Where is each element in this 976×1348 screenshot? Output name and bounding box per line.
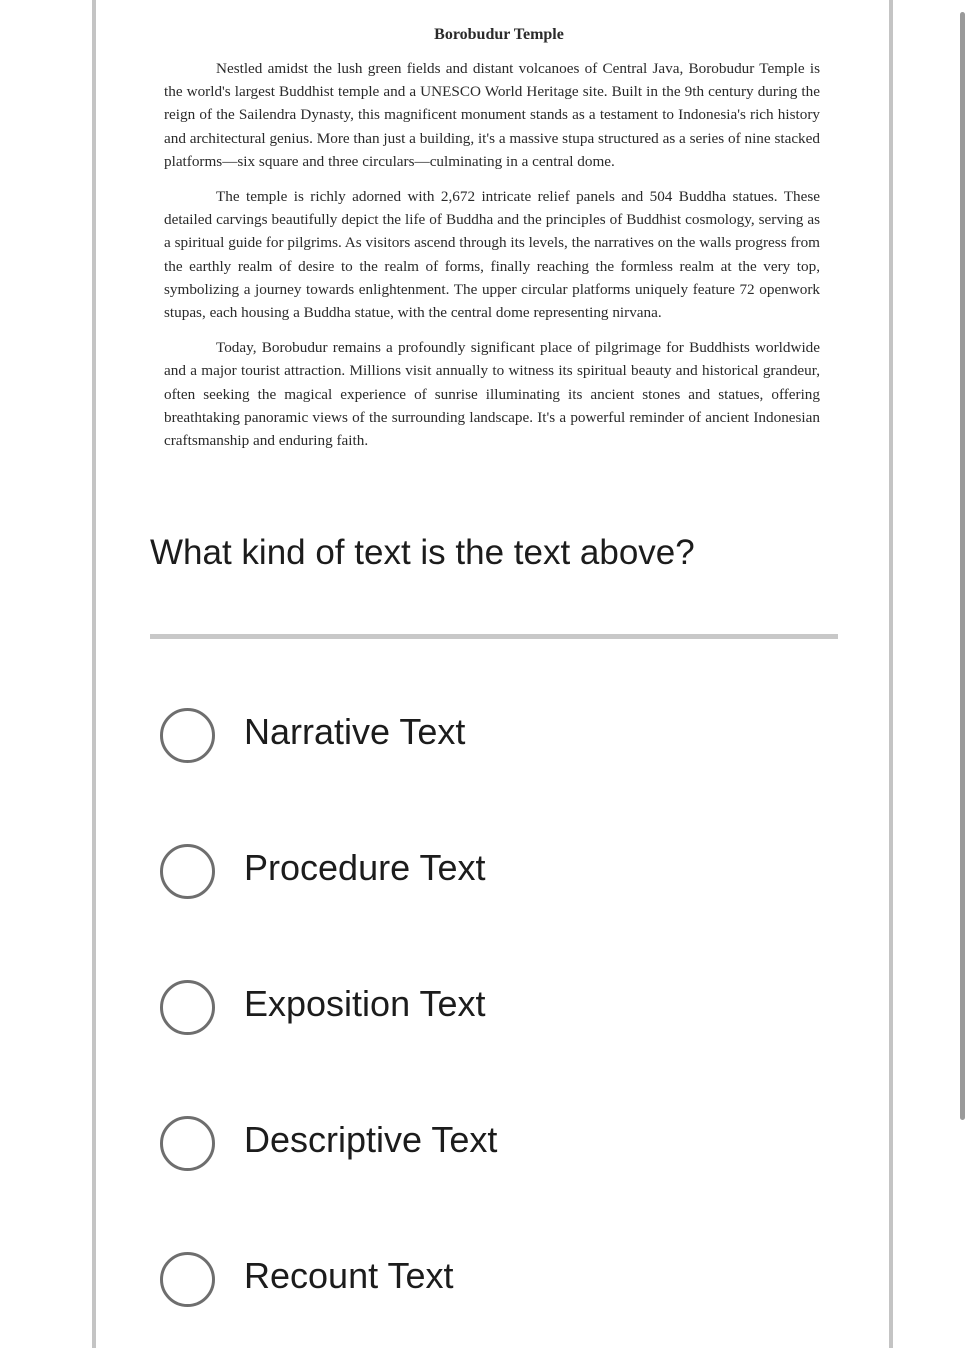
radio-circle-icon[interactable] <box>160 708 215 763</box>
right-frame-border <box>889 0 893 1348</box>
radio-circle-icon[interactable] <box>160 980 215 1035</box>
option-label: Narrative Text <box>244 711 466 752</box>
passage-paragraph-1: Nestled amidst the lush green fields and distant volcanoes of Central Java, Borobudur Temple is the world's largest Buddhist temple and a UNESCO World Heritage site. Built in the 9th century during the reign of the Sailendra Dynasty, this magnificent monument stands as a testament to Indonesia's rich history and architectural genius. More than just a building, it's a massive stupa structured as a series of nine stacked platforms—six square and three circulars—culminating in a central dome. <box>164 60 820 170</box>
left-frame-border <box>92 0 96 1348</box>
passage-title: Borobudur Temple <box>434 26 564 43</box>
option-exposition-text[interactable] <box>160 978 820 1042</box>
radio-circle-icon[interactable] <box>160 1252 215 1307</box>
radio-circle-icon[interactable] <box>160 1116 215 1171</box>
scrollbar[interactable] <box>960 12 965 1120</box>
question-divider <box>150 634 838 639</box>
passage-paragraph-2: The temple is richly adorned with 2,672 intricate relief panels and 504 Buddha statues. These detailed carvings beautifully depict the life of Buddha and the principles of Buddhist cosmology, serving as a spiritual guide for pilgrims. As visitors ascend through its levels, the narratives on the walls progress from the earthly realm of desire to the realm of forms, finally reaching the formless realm at the very top, symbolizing a journey towards enlightenment. The upper circular platforms uniquely feature 72 openwork stupas, each housing a Buddha statue, with the central dome representing nirvana. <box>164 188 820 322</box>
option-procedure-text[interactable] <box>160 842 820 906</box>
question-text: What kind of text is the text above? <box>150 533 695 572</box>
option-label: Descriptive Text <box>244 1119 498 1160</box>
option-label: Procedure Text <box>244 847 486 888</box>
option-recount-text[interactable] <box>160 1250 820 1314</box>
option-narrative-text[interactable] <box>160 706 820 770</box>
option-label: Exposition Text <box>244 983 486 1024</box>
passage-paragraph-3: Today, Borobudur remains a profoundly significant place of pilgrimage for Buddhists worldwide and a major tourist attraction. Millions visit annually to witness its spiritual beauty and historical grandeur, often seeking the magical experience of sunrise illuminating its ancient stones and statues, offering breathtaking panoramic views of the surrounding landscape. It's a powerful reminder of ancient Indonesian craftsmanship and enduring faith. <box>164 339 820 450</box>
radio-circle-icon[interactable] <box>160 844 215 899</box>
option-label: Recount Text <box>244 1255 454 1296</box>
passage-image <box>160 18 838 510</box>
option-descriptive-text[interactable] <box>160 1114 820 1178</box>
